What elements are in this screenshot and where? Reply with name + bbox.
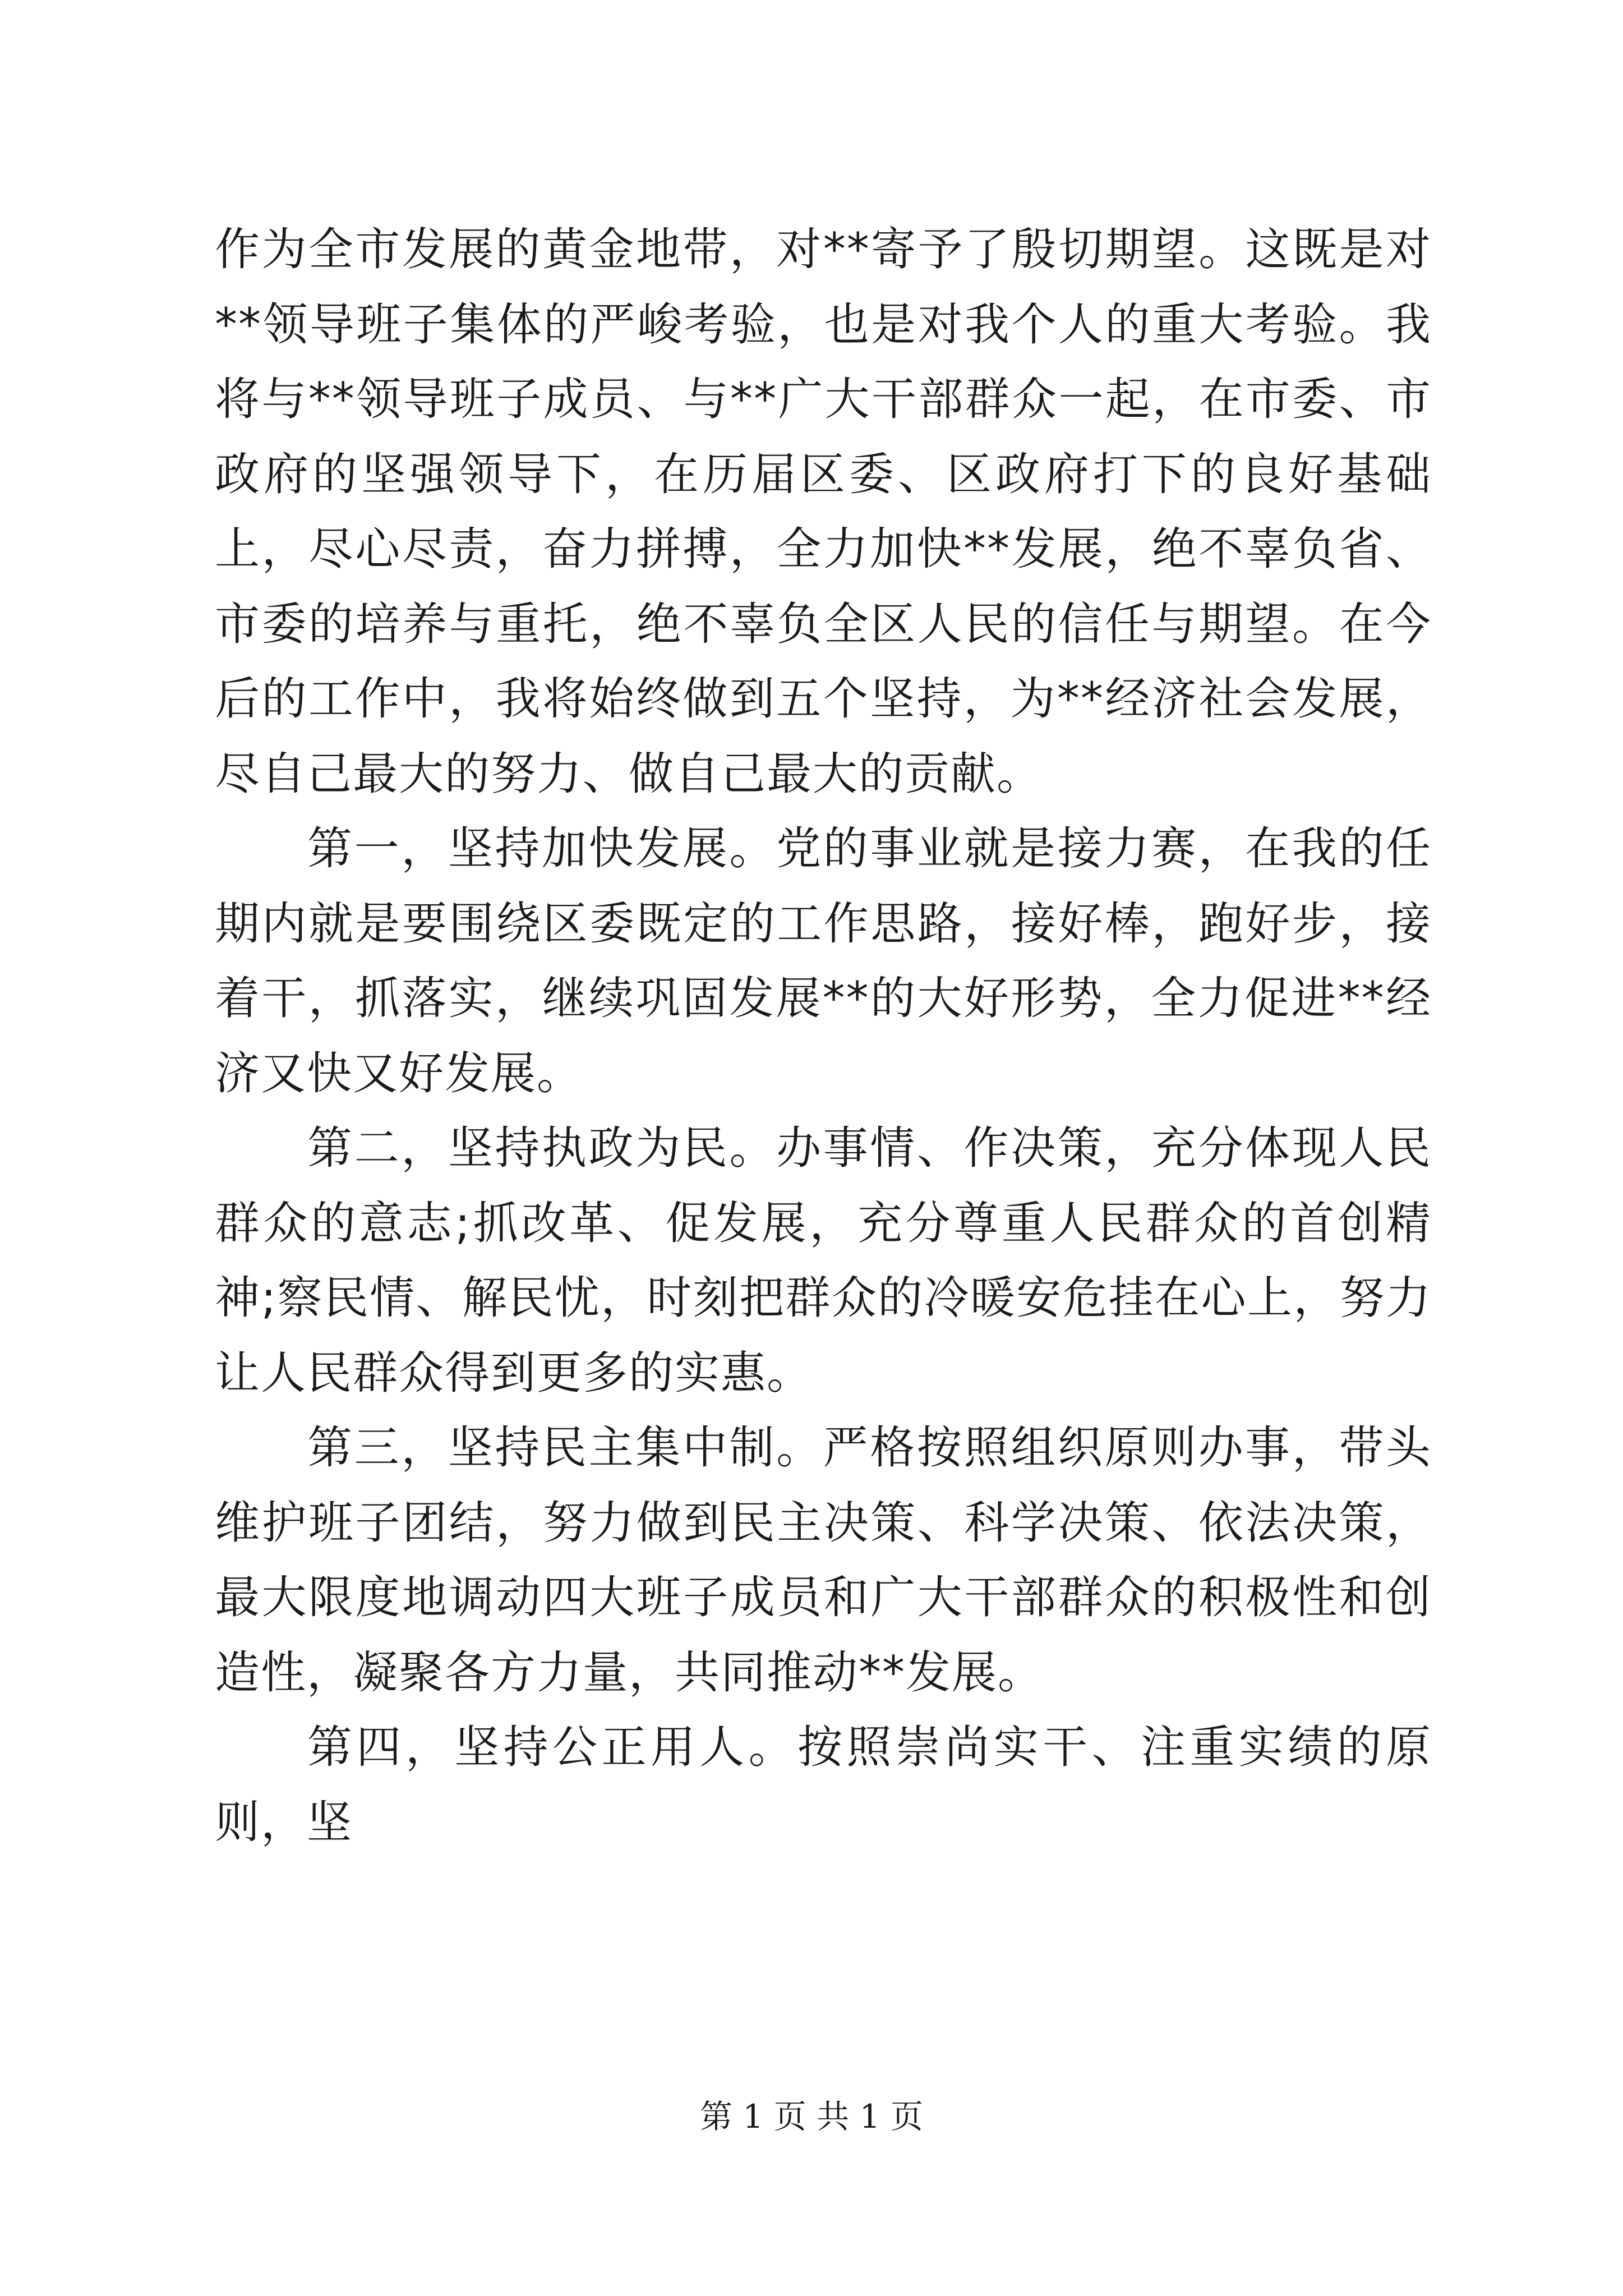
paragraph-fourth-point: 第四，坚持公正用人。按照崇尚实干、注重实绩的原则，坚 — [215, 1721, 1432, 1848]
paragraph-intro: 作为全市发展的黄金地带，对**寄予了殷切期望。这既是对**领导班子集体的严峻考验，也是对我个人的重大考验。我将与**领导班子成员、与**广大干部群众一起，在市委、市政府的坚强领导下，在历届区委、区政府打下的良好基础上，尽心尽责，奋力拼搏，全力加快**发展，绝不辜负省、市委的培养与重托，绝不辜负全区人民的信任与期望。在今后的工作中，我将始终做到五个坚持，为**经济社会发展，尽自己最大的努力、做自己最大的贡献。 — [215, 223, 1432, 800]
page-footer: 第 1 页 共 1 页 — [700, 2097, 923, 2136]
document-body — [215, 212, 1432, 1860]
paragraph-second-point: 第二，坚持执政为民。办事情、作决策，充分体现人民群众的意志;抓改革、促发展，充分尊重人民群众的首创精神;察民情、解民忧，时刻把群众的冷暖安危挂在心上，努力让人民群众得到更多的实惠。 — [215, 1122, 1432, 1399]
paragraph-third-point: 第三，坚持民主集中制。严格按照组织原则办事，带头维护班子团结，努力做到民主决策、科学决策、依法决策，最大限度地调动四大班子成员和广大干部群众的积极性和创造性，凝聚各方力量，共同推动**发展。 — [215, 1421, 1432, 1699]
paragraph-first-point: 第一，坚持加快发展。党的事业就是接力赛，在我的任期内就是要围绕区委既定的工作思路，接好棒，跑好步，接着干，抓落实，继续巩固发展**的大好形势，全力促进**经济又快又好发展。 — [215, 822, 1432, 1099]
